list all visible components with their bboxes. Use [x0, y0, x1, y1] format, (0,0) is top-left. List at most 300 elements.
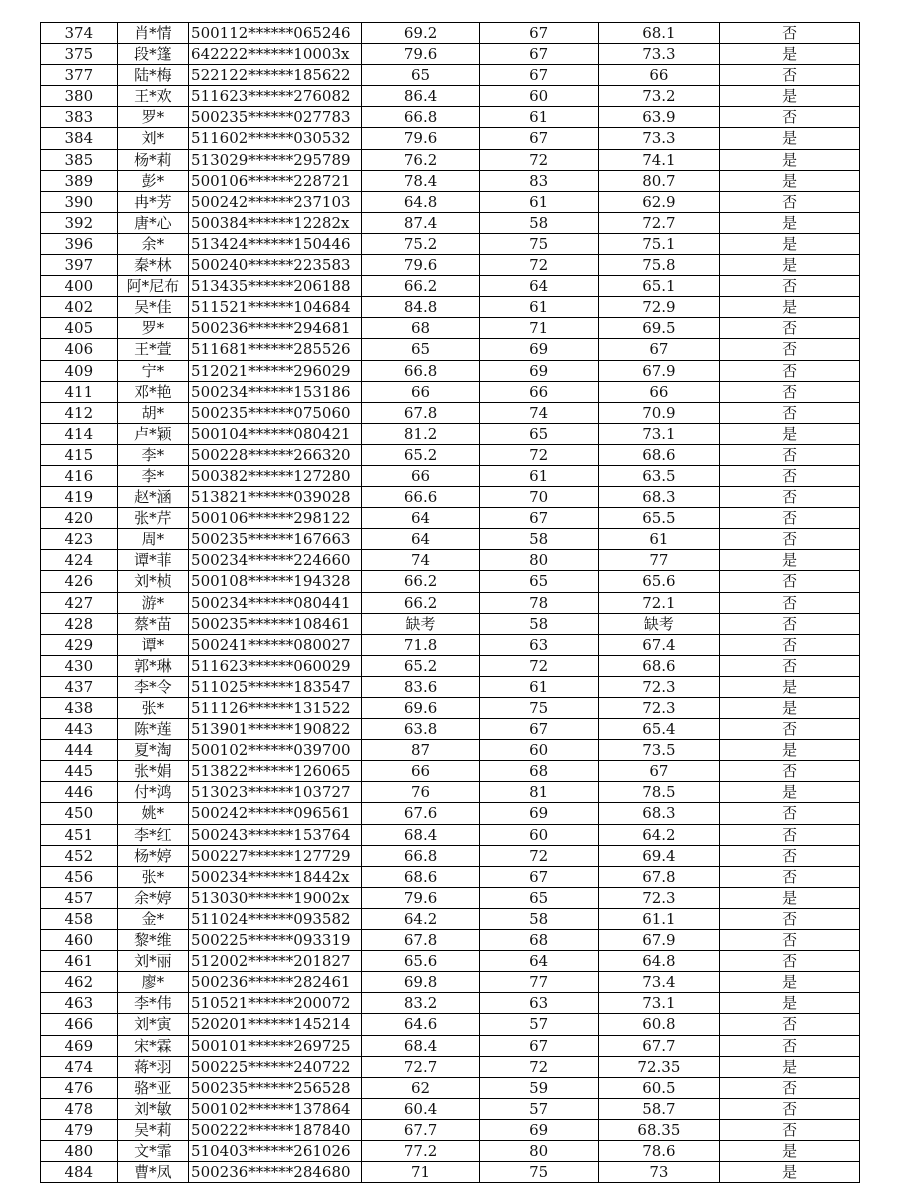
interview-score-cell: 81 — [479, 782, 598, 803]
table-row — [41, 402, 860, 423]
written-score-cell: 72.7 — [362, 1056, 480, 1077]
candidate-name-cell: 杨*莉 — [117, 149, 188, 170]
candidate-name-cell: 夏*淘 — [117, 740, 188, 761]
interview-score-cell: 58 — [479, 908, 598, 929]
id-number-cell: 500108******194328 — [189, 571, 362, 592]
interview-score-cell: 63 — [479, 993, 598, 1014]
id-number-cell: 513023******103727 — [189, 782, 362, 803]
qualified-flag-cell: 否 — [720, 465, 860, 486]
row-number-cell: 402 — [41, 297, 118, 318]
interview-score-cell: 67 — [479, 65, 598, 86]
candidate-name-cell: 刘*丽 — [117, 951, 188, 972]
row-number-cell: 384 — [41, 128, 118, 149]
qualified-flag-cell: 是 — [720, 972, 860, 993]
interview-score-cell: 72 — [479, 655, 598, 676]
interview-score-cell: 59 — [479, 1077, 598, 1098]
candidate-name-cell: 赵*涵 — [117, 487, 188, 508]
row-number-cell: 414 — [41, 423, 118, 444]
written-score-cell: 78.4 — [362, 170, 480, 191]
total-score-cell: 69.5 — [598, 318, 720, 339]
candidate-name-cell: 张* — [117, 866, 188, 887]
candidate-name-cell: 刘*敏 — [117, 1098, 188, 1119]
written-score-cell: 62 — [362, 1077, 480, 1098]
row-number-cell: 380 — [41, 86, 118, 107]
qualified-flag-cell: 是 — [720, 44, 860, 65]
total-score-cell: 67.9 — [598, 930, 720, 951]
row-number-cell: 416 — [41, 465, 118, 486]
candidate-name-cell: 余*婷 — [117, 887, 188, 908]
interview-score-cell: 68 — [479, 761, 598, 782]
written-score-cell: 75.2 — [362, 233, 480, 254]
written-score-cell: 65 — [362, 65, 480, 86]
total-score-cell: 67 — [598, 761, 720, 782]
candidate-name-cell: 张*芹 — [117, 508, 188, 529]
total-score-cell: 73.3 — [598, 44, 720, 65]
interview-score-cell: 61 — [479, 107, 598, 128]
table-row — [41, 233, 860, 254]
table-row — [41, 1035, 860, 1056]
candidate-name-cell: 蒋*羽 — [117, 1056, 188, 1077]
total-score-cell: 67 — [598, 339, 720, 360]
row-number-cell: 383 — [41, 107, 118, 128]
id-number-cell: 500236******294681 — [189, 318, 362, 339]
table-row — [41, 339, 860, 360]
table-row — [41, 655, 860, 676]
written-score-cell: 79.6 — [362, 44, 480, 65]
total-score-cell: 65.6 — [598, 571, 720, 592]
total-score-cell: 70.9 — [598, 402, 720, 423]
table-row — [41, 1056, 860, 1077]
qualified-flag-cell: 是 — [720, 1140, 860, 1161]
qualified-flag-cell: 否 — [720, 1098, 860, 1119]
qualified-flag-cell: 否 — [720, 571, 860, 592]
qualified-flag-cell: 否 — [720, 318, 860, 339]
table-row — [41, 1077, 860, 1098]
candidate-name-cell: 冉*芳 — [117, 191, 188, 212]
table-row — [41, 782, 860, 803]
interview-score-cell: 67 — [479, 23, 598, 44]
table-row — [41, 550, 860, 571]
qualified-flag-cell: 否 — [720, 634, 860, 655]
qualified-flag-cell: 是 — [720, 698, 860, 719]
written-score-cell: 63.8 — [362, 719, 480, 740]
table-row — [41, 676, 860, 697]
id-number-cell: 513435******206188 — [189, 276, 362, 297]
interview-score-cell: 66 — [479, 381, 598, 402]
written-score-cell: 68 — [362, 318, 480, 339]
row-number-cell: 412 — [41, 402, 118, 423]
table-row — [41, 803, 860, 824]
total-score-cell: 65.1 — [598, 276, 720, 297]
row-number-cell: 438 — [41, 698, 118, 719]
table-row — [41, 529, 860, 550]
table-row — [41, 845, 860, 866]
interview-score-cell: 60 — [479, 740, 598, 761]
table-row — [41, 23, 860, 44]
candidate-name-cell: 刘* — [117, 128, 188, 149]
written-score-cell: 67.7 — [362, 1119, 480, 1140]
row-number-cell: 426 — [41, 571, 118, 592]
written-score-cell: 66.8 — [362, 845, 480, 866]
row-number-cell: 462 — [41, 972, 118, 993]
written-score-cell: 64.2 — [362, 908, 480, 929]
table-row — [41, 86, 860, 107]
written-score-cell: 64.8 — [362, 191, 480, 212]
qualified-flag-cell: 否 — [720, 866, 860, 887]
qualified-flag-cell: 是 — [720, 887, 860, 908]
row-number-cell: 400 — [41, 276, 118, 297]
table-row — [41, 1162, 860, 1183]
id-number-cell: 500234******224660 — [189, 550, 362, 571]
candidate-name-cell: 刘*桢 — [117, 571, 188, 592]
candidate-name-cell: 罗* — [117, 107, 188, 128]
id-number-cell: 500240******223583 — [189, 255, 362, 276]
written-score-cell: 65.6 — [362, 951, 480, 972]
qualified-flag-cell: 否 — [720, 719, 860, 740]
row-number-cell: 446 — [41, 782, 118, 803]
id-number-cell: 520201******145214 — [189, 1014, 362, 1035]
row-number-cell: 452 — [41, 845, 118, 866]
id-number-cell: 500227******127729 — [189, 845, 362, 866]
table-row — [41, 65, 860, 86]
candidate-name-cell: 宋*霖 — [117, 1035, 188, 1056]
interview-score-cell: 61 — [479, 191, 598, 212]
id-number-cell: 513424******150446 — [189, 233, 362, 254]
written-score-cell: 65.2 — [362, 655, 480, 676]
qualified-flag-cell: 否 — [720, 613, 860, 634]
qualified-flag-cell: 否 — [720, 824, 860, 845]
total-score-cell: 61.1 — [598, 908, 720, 929]
table-row — [41, 318, 860, 339]
total-score-cell: 72.3 — [598, 698, 720, 719]
qualified-flag-cell: 否 — [720, 444, 860, 465]
id-number-cell: 511025******183547 — [189, 676, 362, 697]
qualified-flag-cell: 否 — [720, 1035, 860, 1056]
qualified-flag-cell: 否 — [720, 761, 860, 782]
total-score-cell: 73.4 — [598, 972, 720, 993]
candidate-name-cell: 曹*凤 — [117, 1162, 188, 1183]
candidate-name-cell: 吴*莉 — [117, 1119, 188, 1140]
qualified-flag-cell: 是 — [720, 255, 860, 276]
id-number-cell: 513822******126065 — [189, 761, 362, 782]
id-number-cell: 511623******276082 — [189, 86, 362, 107]
table-row — [41, 740, 860, 761]
row-number-cell: 429 — [41, 634, 118, 655]
interview-score-cell: 61 — [479, 676, 598, 697]
total-score-cell: 75.8 — [598, 255, 720, 276]
row-number-cell: 443 — [41, 719, 118, 740]
candidate-name-cell: 蔡*苗 — [117, 613, 188, 634]
total-score-cell: 77 — [598, 550, 720, 571]
written-score-cell: 67.8 — [362, 930, 480, 951]
interview-score-cell: 71 — [479, 318, 598, 339]
table-row — [41, 465, 860, 486]
id-number-cell: 510521******200072 — [189, 993, 362, 1014]
interview-score-cell: 67 — [479, 44, 598, 65]
total-score-cell: 72.3 — [598, 676, 720, 697]
table-row — [41, 212, 860, 233]
interview-score-cell: 80 — [479, 1140, 598, 1161]
row-number-cell: 451 — [41, 824, 118, 845]
total-score-cell: 72.35 — [598, 1056, 720, 1077]
candidate-name-cell: 刘*寅 — [117, 1014, 188, 1035]
row-number-cell: 474 — [41, 1056, 118, 1077]
total-score-cell: 67.8 — [598, 866, 720, 887]
candidate-name-cell: 文*霏 — [117, 1140, 188, 1161]
candidate-name-cell: 段*篷 — [117, 44, 188, 65]
id-number-cell: 500236******282461 — [189, 972, 362, 993]
total-score-cell: 72.7 — [598, 212, 720, 233]
row-number-cell: 450 — [41, 803, 118, 824]
candidate-name-cell: 付*鸿 — [117, 782, 188, 803]
written-score-cell: 84.8 — [362, 297, 480, 318]
interview-score-cell: 57 — [479, 1014, 598, 1035]
id-number-cell: 513029******295789 — [189, 149, 362, 170]
written-score-cell: 76 — [362, 782, 480, 803]
qualified-flag-cell: 否 — [720, 487, 860, 508]
id-number-cell: 500235******075060 — [189, 402, 362, 423]
total-score-cell: 68.6 — [598, 444, 720, 465]
written-score-cell: 79.6 — [362, 128, 480, 149]
qualified-flag-cell: 否 — [720, 508, 860, 529]
id-number-cell: 500241******080027 — [189, 634, 362, 655]
row-number-cell: 423 — [41, 529, 118, 550]
written-score-cell: 69.8 — [362, 972, 480, 993]
candidate-name-cell: 谭*菲 — [117, 550, 188, 571]
row-number-cell: 430 — [41, 655, 118, 676]
id-number-cell: 511521******104684 — [189, 297, 362, 318]
table-row — [41, 170, 860, 191]
id-number-cell: 500236******284680 — [189, 1162, 362, 1183]
table-row — [41, 571, 860, 592]
interview-score-cell: 69 — [479, 803, 598, 824]
written-score-cell: 64 — [362, 529, 480, 550]
interview-score-cell: 68 — [479, 930, 598, 951]
written-score-cell: 81.2 — [362, 423, 480, 444]
written-score-cell: 67.6 — [362, 803, 480, 824]
candidate-name-cell: 邓*艳 — [117, 381, 188, 402]
written-score-cell: 77.2 — [362, 1140, 480, 1161]
id-number-cell: 500235******256528 — [189, 1077, 362, 1098]
total-score-cell: 72.9 — [598, 297, 720, 318]
qualified-flag-cell: 否 — [720, 951, 860, 972]
candidate-name-cell: 谭* — [117, 634, 188, 655]
total-score-cell: 63.9 — [598, 107, 720, 128]
candidate-name-cell: 彭* — [117, 170, 188, 191]
id-number-cell: 511681******285526 — [189, 339, 362, 360]
total-score-cell: 64.2 — [598, 824, 720, 845]
written-score-cell: 66.2 — [362, 276, 480, 297]
id-number-cell: 512002******201827 — [189, 951, 362, 972]
candidate-name-cell: 胡* — [117, 402, 188, 423]
total-score-cell: 68.6 — [598, 655, 720, 676]
qualified-flag-cell: 否 — [720, 339, 860, 360]
written-score-cell: 86.4 — [362, 86, 480, 107]
table-row — [41, 360, 860, 381]
candidate-name-cell: 李*红 — [117, 824, 188, 845]
written-score-cell: 66.2 — [362, 571, 480, 592]
qualified-flag-cell: 否 — [720, 191, 860, 212]
qualified-flag-cell: 否 — [720, 655, 860, 676]
row-number-cell: 476 — [41, 1077, 118, 1098]
table-row — [41, 824, 860, 845]
interview-score-cell: 80 — [479, 550, 598, 571]
total-score-cell: 72.3 — [598, 887, 720, 908]
written-score-cell: 65.2 — [362, 444, 480, 465]
interview-score-cell: 63 — [479, 634, 598, 655]
id-number-cell: 500106******228721 — [189, 170, 362, 191]
qualified-flag-cell: 否 — [720, 1014, 860, 1035]
written-score-cell: 68.4 — [362, 824, 480, 845]
candidate-name-cell: 骆*亚 — [117, 1077, 188, 1098]
row-number-cell: 385 — [41, 149, 118, 170]
candidate-name-cell: 李* — [117, 444, 188, 465]
row-number-cell: 374 — [41, 23, 118, 44]
qualified-flag-cell: 是 — [720, 423, 860, 444]
total-score-cell: 73.1 — [598, 993, 720, 1014]
total-score-cell: 68.3 — [598, 487, 720, 508]
table-row — [41, 698, 860, 719]
total-score-cell: 66 — [598, 381, 720, 402]
candidate-name-cell: 黎*维 — [117, 930, 188, 951]
total-score-cell: 78.5 — [598, 782, 720, 803]
qualified-flag-cell: 否 — [720, 360, 860, 381]
score-table — [40, 22, 860, 1183]
interview-score-cell: 64 — [479, 951, 598, 972]
interview-score-cell: 61 — [479, 297, 598, 318]
id-number-cell: 500112******065246 — [189, 23, 362, 44]
qualified-flag-cell: 否 — [720, 402, 860, 423]
table-row — [41, 508, 860, 529]
written-score-cell: 66 — [362, 465, 480, 486]
written-score-cell: 66 — [362, 381, 480, 402]
total-score-cell: 64.8 — [598, 951, 720, 972]
written-score-cell: 76.2 — [362, 149, 480, 170]
id-number-cell: 500234******080441 — [189, 592, 362, 613]
written-score-cell: 缺考 — [362, 613, 480, 634]
candidate-name-cell: 吴*佳 — [117, 297, 188, 318]
table-row — [41, 297, 860, 318]
total-score-cell: 67.7 — [598, 1035, 720, 1056]
total-score-cell: 68.1 — [598, 23, 720, 44]
id-number-cell: 500243******153764 — [189, 824, 362, 845]
interview-score-cell: 72 — [479, 149, 598, 170]
id-number-cell: 500234******153186 — [189, 381, 362, 402]
id-number-cell: 500228******266320 — [189, 444, 362, 465]
row-number-cell: 469 — [41, 1035, 118, 1056]
candidate-name-cell: 肖*情 — [117, 23, 188, 44]
candidate-name-cell: 陈*莲 — [117, 719, 188, 740]
total-score-cell: 73.1 — [598, 423, 720, 444]
qualified-flag-cell: 是 — [720, 1056, 860, 1077]
candidate-name-cell: 余* — [117, 233, 188, 254]
qualified-flag-cell: 是 — [720, 128, 860, 149]
total-score-cell: 58.7 — [598, 1098, 720, 1119]
total-score-cell: 75.1 — [598, 233, 720, 254]
table-row — [41, 423, 860, 444]
interview-score-cell: 67 — [479, 866, 598, 887]
row-number-cell: 424 — [41, 550, 118, 571]
row-number-cell: 397 — [41, 255, 118, 276]
qualified-flag-cell: 是 — [720, 297, 860, 318]
row-number-cell: 405 — [41, 318, 118, 339]
interview-score-cell: 72 — [479, 845, 598, 866]
interview-score-cell: 65 — [479, 571, 598, 592]
row-number-cell: 409 — [41, 360, 118, 381]
row-number-cell: 484 — [41, 1162, 118, 1183]
id-number-cell: 500102******039700 — [189, 740, 362, 761]
table-row — [41, 149, 860, 170]
total-score-cell: 67.4 — [598, 634, 720, 655]
id-number-cell: 511602******030532 — [189, 128, 362, 149]
row-number-cell: 377 — [41, 65, 118, 86]
id-number-cell: 512021******296029 — [189, 360, 362, 381]
candidate-name-cell: 王*欢 — [117, 86, 188, 107]
qualified-flag-cell: 否 — [720, 529, 860, 550]
written-score-cell: 74 — [362, 550, 480, 571]
id-number-cell: 500102******137864 — [189, 1098, 362, 1119]
written-score-cell: 67.8 — [362, 402, 480, 423]
id-number-cell: 500222******187840 — [189, 1119, 362, 1140]
interview-score-cell: 70 — [479, 487, 598, 508]
candidate-name-cell: 张* — [117, 698, 188, 719]
interview-score-cell: 58 — [479, 613, 598, 634]
qualified-flag-cell: 否 — [720, 1119, 860, 1140]
interview-score-cell: 67 — [479, 508, 598, 529]
table-row — [41, 444, 860, 465]
interview-score-cell: 67 — [479, 1035, 598, 1056]
total-score-cell: 72.1 — [598, 592, 720, 613]
total-score-cell: 61 — [598, 529, 720, 550]
interview-score-cell: 83 — [479, 170, 598, 191]
written-score-cell: 64.6 — [362, 1014, 480, 1035]
table-row — [41, 887, 860, 908]
id-number-cell: 511024******093582 — [189, 908, 362, 929]
written-score-cell: 87 — [362, 740, 480, 761]
qualified-flag-cell: 是 — [720, 993, 860, 1014]
table-row — [41, 487, 860, 508]
total-score-cell: 68.35 — [598, 1119, 720, 1140]
candidate-name-cell: 李*伟 — [117, 993, 188, 1014]
qualified-flag-cell: 是 — [720, 740, 860, 761]
row-number-cell: 392 — [41, 212, 118, 233]
table-row — [41, 972, 860, 993]
total-score-cell: 60.8 — [598, 1014, 720, 1035]
written-score-cell: 66.8 — [362, 360, 480, 381]
candidate-name-cell: 唐*心 — [117, 212, 188, 233]
qualified-flag-cell: 否 — [720, 908, 860, 929]
written-score-cell: 79.6 — [362, 887, 480, 908]
qualified-flag-cell: 是 — [720, 86, 860, 107]
table-row — [41, 592, 860, 613]
interview-score-cell: 74 — [479, 402, 598, 423]
row-number-cell: 375 — [41, 44, 118, 65]
id-number-cell: 500225******240722 — [189, 1056, 362, 1077]
qualified-flag-cell: 否 — [720, 930, 860, 951]
interview-score-cell: 75 — [479, 1162, 598, 1183]
row-number-cell: 480 — [41, 1140, 118, 1161]
row-number-cell: 415 — [41, 444, 118, 465]
interview-score-cell: 67 — [479, 128, 598, 149]
row-number-cell: 420 — [41, 508, 118, 529]
written-score-cell: 66 — [362, 761, 480, 782]
qualified-flag-cell: 是 — [720, 212, 860, 233]
table-row — [41, 1014, 860, 1035]
interview-score-cell: 60 — [479, 86, 598, 107]
row-number-cell: 460 — [41, 930, 118, 951]
row-number-cell: 461 — [41, 951, 118, 972]
id-number-cell: 513030******19002x — [189, 887, 362, 908]
